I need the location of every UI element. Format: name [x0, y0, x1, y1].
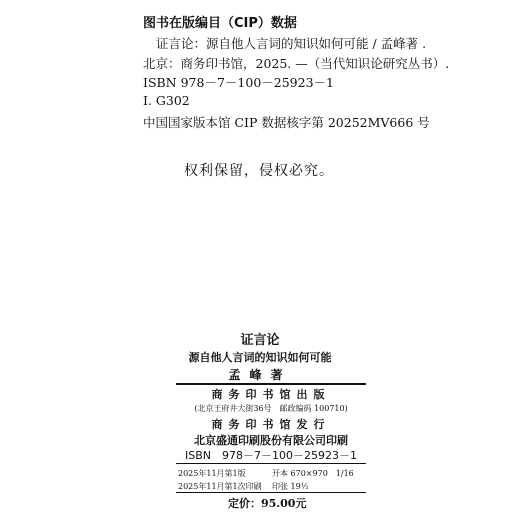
imprint-top-rule [176, 383, 366, 385]
imprint-sheets: 印张 19½ [272, 482, 309, 491]
cip-isbn-line: ISBN 978－7－100－25923－1 [143, 75, 334, 90]
cip-record-line: 中国国家版本馆 CIP 数据核字第 20252MV666 号 [143, 115, 430, 130]
imprint-edition: 2025年11月第1版 [178, 469, 246, 478]
cip-title-line: 证言论：源自他人言词的知识如何可能 / 孟峰著 . [156, 36, 427, 51]
imprint-mid-rule [176, 463, 366, 464]
book-price: 定价：95.00元 [228, 497, 307, 510]
imprint-publisher: 商务印书馆出版 [211, 388, 331, 401]
imprint-bottom-rule [176, 492, 366, 493]
cip-publisher-line: 北京：商务印书馆，2025. —（当代知识论研究丛书）. [143, 56, 450, 71]
imprint-format: 开本 670×970 1/16 [272, 469, 354, 478]
book-title: 证言论 [240, 333, 280, 348]
imprint-printing: 2025年11月第1次印刷 [178, 482, 262, 491]
book-subtitle: 源自他人言词的知识如何可能 [188, 351, 332, 364]
book-author: 孟峰著 [228, 368, 292, 382]
cip-class-line: Ⅰ. G302 [143, 93, 190, 108]
imprint-isbn: ISBN 978－7－100－25923－1 [185, 449, 357, 462]
cip-heading: 图书在版编目（CIP）数据 [143, 16, 297, 31]
rights-notice: 权利保留，侵权必究。 [184, 163, 334, 179]
imprint-distributor: 商务印书馆发行 [211, 418, 331, 431]
imprint-address: (北京王府井大街36号 邮政编码 100710) [194, 404, 348, 413]
imprint-printer: 北京盛通印刷股份有限公司印刷 [194, 434, 348, 447]
